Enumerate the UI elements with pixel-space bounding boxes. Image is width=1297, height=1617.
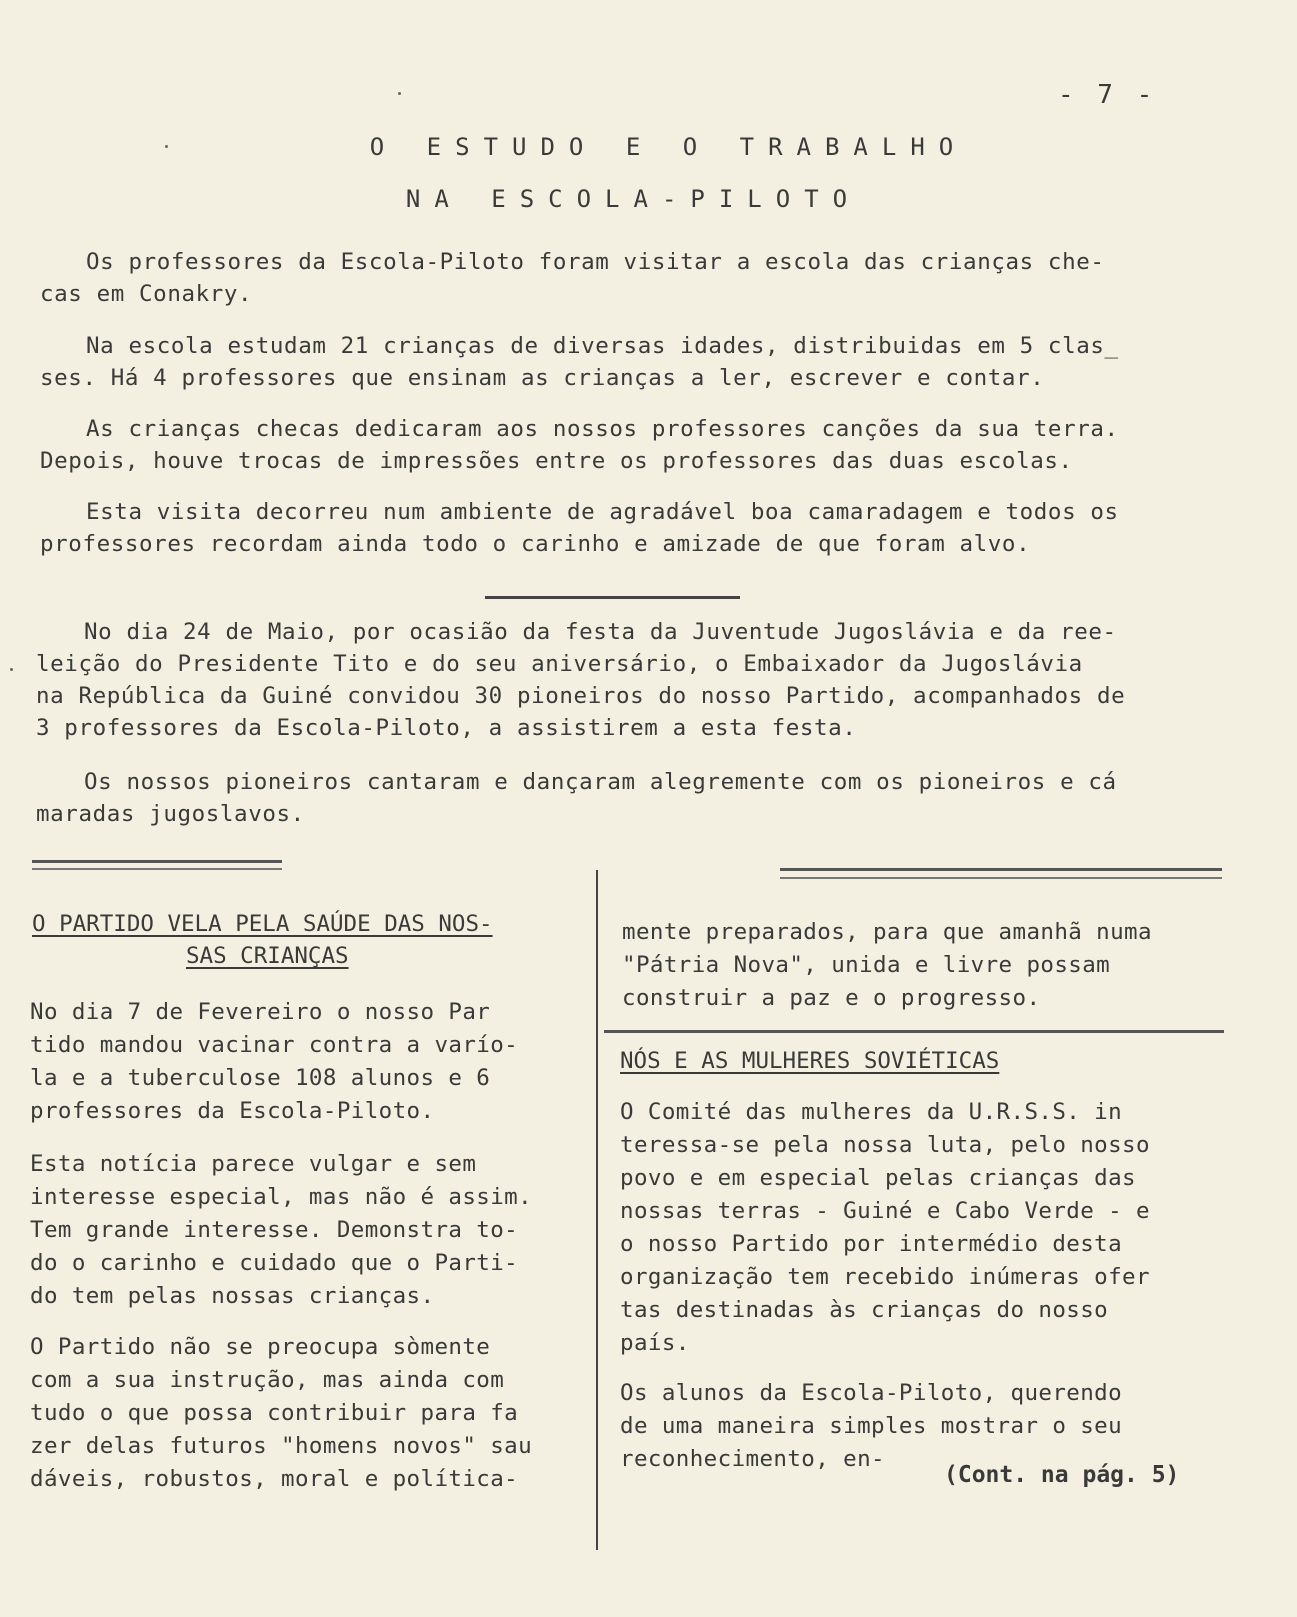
- right-top-rule: [780, 868, 1222, 871]
- article-title-line1: O ESTUDO E O TRABALHO: [369, 133, 968, 161]
- section-divider: [485, 596, 740, 599]
- column-divider: [596, 870, 598, 1550]
- maio-paragraph-1: No dia 24 de Maio, por ocasião da festa da Juventude Jugoslávia e da ree- leição do Presidente Tito e do seu aniversário, o Embaixador da Jugoslávia na República da Guiné convidou 30 pioneiros do nosso Partido, acompanhados de 3 professores da Escola-Piloto, a assistirem a esta festa.: [36, 619, 1126, 741]
- intro-paragraph-3: As crianças checas dedicaram aos nossos professores canções da sua terra. Depois, houve trocas de impressões entre os professores das duas escolas.: [40, 416, 1119, 474]
- paper-speck: [165, 145, 168, 148]
- right-continuation-text: mente preparados, para que amanhã numa "Pátria Nova", unida e livre possam construir a paz e o progresso.: [622, 919, 1152, 1011]
- left-title-line2: SAS CRIANÇAS: [186, 943, 349, 969]
- right-column-title: NÓS E AS MULHERES SOVIÉTICAS: [620, 1048, 1000, 1074]
- paper-speck: [10, 668, 13, 671]
- right-top-rule-thin: [780, 877, 1222, 879]
- page-number: - 7 -: [1058, 80, 1157, 110]
- left-column-title: [32, 908, 572, 972]
- intro-paragraph-4: Esta visita decorreu num ambiente de agradável boa camaradagem e todos os professores recordam ainda todo o carinho e amizade de que foram alvo.: [40, 499, 1119, 557]
- left-title-line1: O PARTIDO VELA PELA SAÚDE DAS NOS-: [32, 911, 493, 937]
- right-paragraph-2: Os alunos da Escola-Piloto, querendo de uma maneira simples mostrar o seu reconhecimento, en-: [620, 1380, 1123, 1472]
- left-top-rule: [32, 860, 282, 863]
- intro-paragraph-2: Na escola estudam 21 crianças de diversas idades, distribuidas em 5 clas_ ses. Há 4 professores que ensinam as crianças a ler, escrever e contar.: [40, 333, 1119, 391]
- right-paragraph-1: O Comité das mulheres da U.R.S.S. in teressa-se pela nossa luta, pelo nosso povo e em especial pelas crianças das nossas terras - Guiné e Cabo Verde - e o nosso Partido por intermédio desta organização tem recebido inúmeras ofer tas destinadas às crianças do nosso país.: [620, 1099, 1150, 1356]
- continued-note: (Cont. na pág. 5): [944, 1462, 1180, 1488]
- article-title-line2: NA ESCOLA-PILOTO: [405, 185, 862, 213]
- left-paragraph-3: O Partido não se preocupa sòmente com a sua instrução, mas ainda com tudo o que possa contribuir para fa zer delas futuros "homens novos" sau dáveis, robustos, moral e política-: [30, 1334, 533, 1492]
- paper-speck: [398, 92, 401, 95]
- maio-paragraph-2: Os nossos pioneiros cantaram e dançaram alegremente com os pioneiros e cá maradas jugoslavos.: [36, 769, 1117, 827]
- left-top-rule-thin: [32, 868, 282, 870]
- right-section-rule: [604, 1030, 1224, 1033]
- left-paragraph-1: No dia 7 de Fevereiro o nosso Par tido mandou vacinar contra a varío- la e a tuberculose 108 alunos e 6 professores da Escola-Piloto.: [30, 999, 519, 1124]
- left-paragraph-2: Esta notícia parece vulgar e sem interesse especial, mas não é assim. Tem grande interesse. Demonstra to- do o carinho e cuidado que o Parti- do tem pelas nossas crianças.: [30, 1151, 533, 1309]
- intro-paragraph-1: Os professores da Escola-Piloto foram visitar a escola das crianças che- cas em Conakry.: [40, 249, 1105, 307]
